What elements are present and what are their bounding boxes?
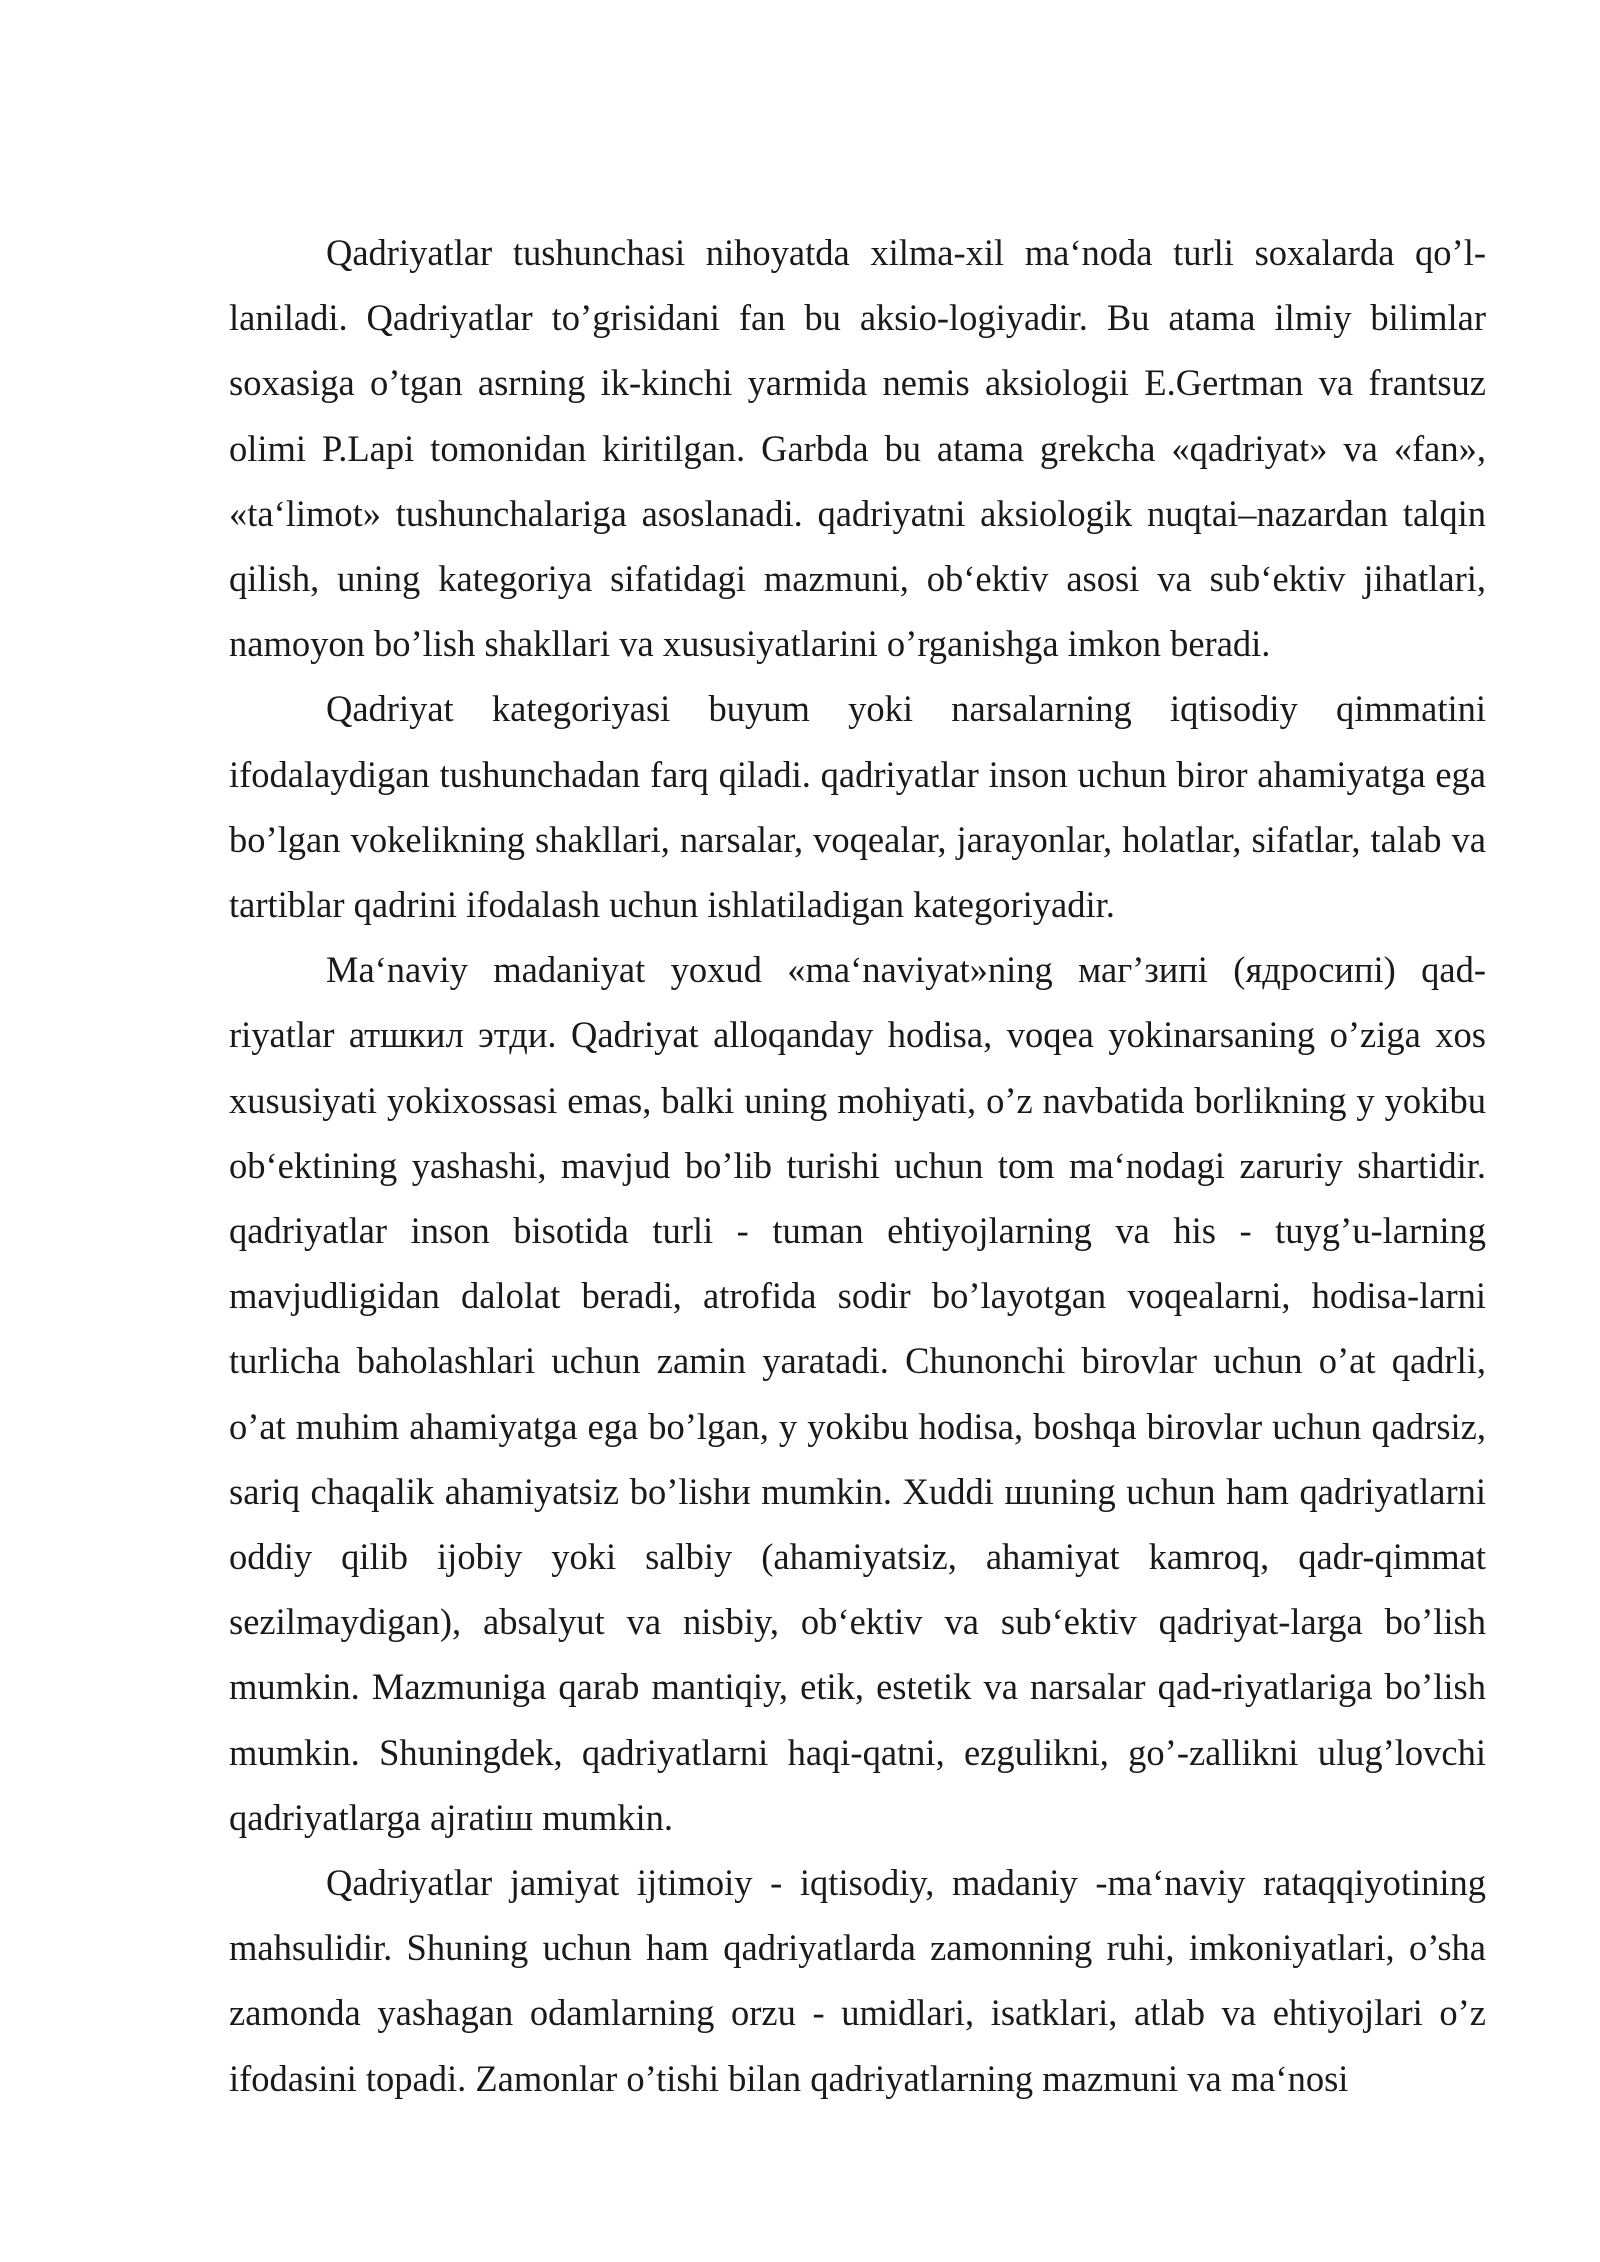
document-body (229, 220, 1486, 2111)
paragraph-qadriyatlar-tushunchasi: Qadriyatlar tushunchasi nihoyatda xilma-xil ma‘noda turli soxalarda qo’l-laniladi. Qadriyatlar to’grisidani fan bu aksio-logiyadir. Bu atama ilmiy bilimlar soxasiga o’tgan asrning ik-kinchi yarmida nemis aksiologii E.Gertman va frantsuz olimi P.Lapi tomonidan kiritilgan. Garbda bu atama grekcha «qadriyat» va «fan», «ta‘limot» tushunchalariga asoslanadi. qadriyatni aksiologik nuqtai–nazardan talqin qilish, uning kategoriya sifatidagi mazmuni, ob‘ektiv asosi va sub‘ektiv jihatlari, namoyon bo’lish shakllari va xususiyatlarini o’rganishga imkon beradi. (229, 232, 1486, 665)
paragraph-qadriyat-kategoriyasi: Qadriyat kategoriyasi buyum yoki narsalarning iqtisodiy qimmatini ifodalaydigan tushunchadan farq qiladi. qadriyatlar inson uchun biror ahamiyatga ega bo’lgan vokelikning shakllari, narsalar, voqealar, jarayonlar, holatlar, sifatlar, talab va tartiblar qadrini ifodalash uchun ishlatiladigan kategoriyadir. (229, 688, 1486, 926)
paragraph-manaviy-madaniyat: Ma‘naviy madaniyat yoxud «ma‘naviyat»ning маг’зипi (ядросипi) qad-riyatlar атшкил этди. Qadriyat alloqanday hodisa, voqea yokinarsaning o’ziga xos xususiyati yokixossasi emas, balki uning mohiyati, o’z navbatida borlikning у yokibu ob‘ektining yashashi, mavjud bo’lib turishi uchun tom ma‘nodagi zaruriy shartidir. qadriyatlar inson bisotida turli - tuman ehtiyojlarning va his - tuyg’u-larning mavjudligidan dalolat beradi, atrofida sodir bo’layotgan voqealarni, hodisa-larni turlicha baholashlari uchun zamin yaratadi. Chunonchi birovlar uchun o’at qadrli, o’at muhim ahamiyatga ega bo’lgan, у yokibu hodisa, boshqa birovlar uchun qadrsiz, sariq chaqalik ahamiyatsiz bo’lishи mumkin. Xuddi шuning uchun ham qadriyatlarni oddiy qilib ijobiy yoki salbiy (ahamiyatsiz, ahamiyat kamroq, qadr-qimmat sezilmaydigan), absalyut va nisbiy, ob‘ektiv va sub‘ektiv qadriyat-larga bo’lish mumkin. Mazmuniga qarab mantiqiy, etik, estetik va narsalar qad-riyatlariga bo’lish mumkin. Shuningdek, qadriyatlarni haqi-qatni, ezgulikni, go’-zallikni ulug’lovchi qadriyatlarga ajratiш mumkin. (229, 949, 1486, 1838)
paragraph-qadriyatlar-jamiyat: Qadriyatlar jamiyat ijtimoiy - iqtisodiy, madaniy -ma‘naviy rataqqiyotining mahsulidir. Shuning uchun ham qadriyatlarda zamonning ruhi, imkoniyatlari, o’sha zamonda yashagan odamlarning orzu - umidlari, isatklari, atlab va ehtiyojlari o’z ifodasini topadi. Zamonlar o’tishi bilan qadriyatlarning mazmuni va ma‘nosi (229, 1862, 1486, 2099)
